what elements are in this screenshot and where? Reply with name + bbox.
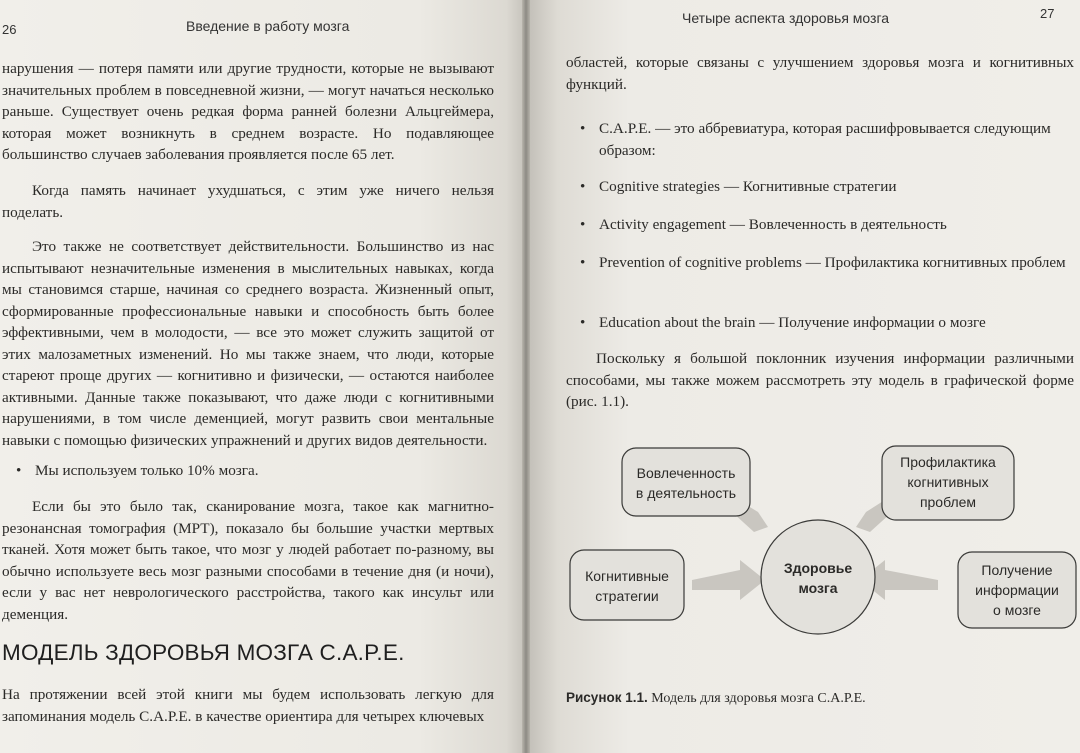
list-item-text: Activity engagement — Вовлеченность в деятельность [599, 216, 947, 233]
left-page [0, 0, 522, 753]
right-page [530, 0, 1080, 753]
bullet-icon: • [580, 216, 586, 233]
bullet-icon: • [580, 178, 586, 195]
paragraph: На протяжении всей этой книги мы будем использовать легкую для запоминания модель C.A.P.E. в качестве ориентира для четырех ключевых [2, 686, 494, 725]
running-head: Введение в работу мозга [186, 18, 350, 34]
bullet-icon: • [580, 120, 586, 137]
list-item-text: Cognitive strategies — Когнитивные стратегии [599, 178, 897, 195]
paragraph: Когда память начинает ухудшаться, с этим уже ничего нельзя поделать. [2, 182, 494, 221]
page-number: 26 [2, 22, 17, 37]
paragraph: нарушения — потеря памяти или другие трудности, которые не вызывают значительных проблем в повседневной жизни, — могут начаться несколько раньше. Существует очень редкая форма ранней болезни Альцгеймера, которая может возникнуть в среднем возрасте. Но подавляющее большинство случаев заболевания проявляется после 65 лет. [2, 60, 494, 163]
diagram-label-center: Здоровье мозга [783, 560, 853, 596]
bullet-icon: • [580, 314, 586, 331]
bullet-icon: • [16, 462, 22, 479]
arrow-shape [692, 560, 765, 600]
paragraph: Поскольку я большой поклонник изучения информации различными способами, мы также можем рассмотреть эту модель в графической форме (рис. 1.1). [566, 350, 1074, 410]
book-gutter [522, 0, 530, 753]
bullet-icon: • [580, 254, 586, 271]
figure-caption [566, 690, 866, 707]
list-item [2, 460, 494, 482]
list-item-text: C.A.P.E. — это аббревиатура, которая расшифровывается следующим образом: [599, 120, 1051, 159]
running-head: Четыре аспекта здоровья мозга [682, 10, 890, 26]
paragraph: областей, которые связаны с улучшением здоровья мозга и когнитивных функций. [566, 54, 1074, 93]
figure-number: Рисунок 1.1. [566, 690, 648, 705]
section-heading: МОДЕЛЬ ЗДОРОВЬЯ МОЗГА C.A.P.E. [2, 640, 405, 665]
diagram-label-mid-left: Когнитивные стратегии [585, 568, 669, 604]
diagram-label-mid-right: Получение информации о мозге [975, 562, 1059, 618]
page-number: 27 [1040, 6, 1055, 21]
paragraph: Это также не соответствует действительности. Большинство из нас испытывают незначительные изменения в мыслительных навыках, когда мы становимся старше, начиная со среднего возраста. Жизненный опыт, сформированные профессиональные навыки и способность быть более эффективными, чем в молодости, — все это может служить защитой от этих малозаметных изменений. Но мы также знаем, что люди, которые стареют проще других — когнитивно и физически, — остаются наиболее активными. Данные также показывают, что даже люди с когнитивными нарушениями, в том числе деменцией, могут развить свои ментальные навыки с помощью физических упражнений и других видов деятельности. [2, 238, 494, 449]
figure-caption-text: Модель для здоровья мозга C.A.P.E. [651, 691, 866, 706]
list-item-text: Education about the brain — Получение информации о мозге [599, 314, 986, 331]
list-item-text: Prevention of cognitive problems — Профилактика когнитивных проблем [599, 254, 1066, 271]
list-item-text: Мы используем только 10% мозга. [35, 462, 259, 479]
cape-diagram [530, 0, 1080, 753]
paragraph: Если бы это было так, сканирование мозга, такое как магнитно-резонансная томография (МРТ), показало бы большие участки мертвых тканей. Хотя может быть такое, что мозг у людей работает по-разному, вы обычно используете весь мозг разными способами в течение дня (и ночи), если у вас нет неврологического расстройства, такого как инсульт или деменция. [2, 498, 494, 623]
diagram-label-top-left: Вовлеченность в деятельность [635, 465, 737, 501]
diagram-label-top-right: Профилактика когнитивных проблем [900, 454, 996, 510]
